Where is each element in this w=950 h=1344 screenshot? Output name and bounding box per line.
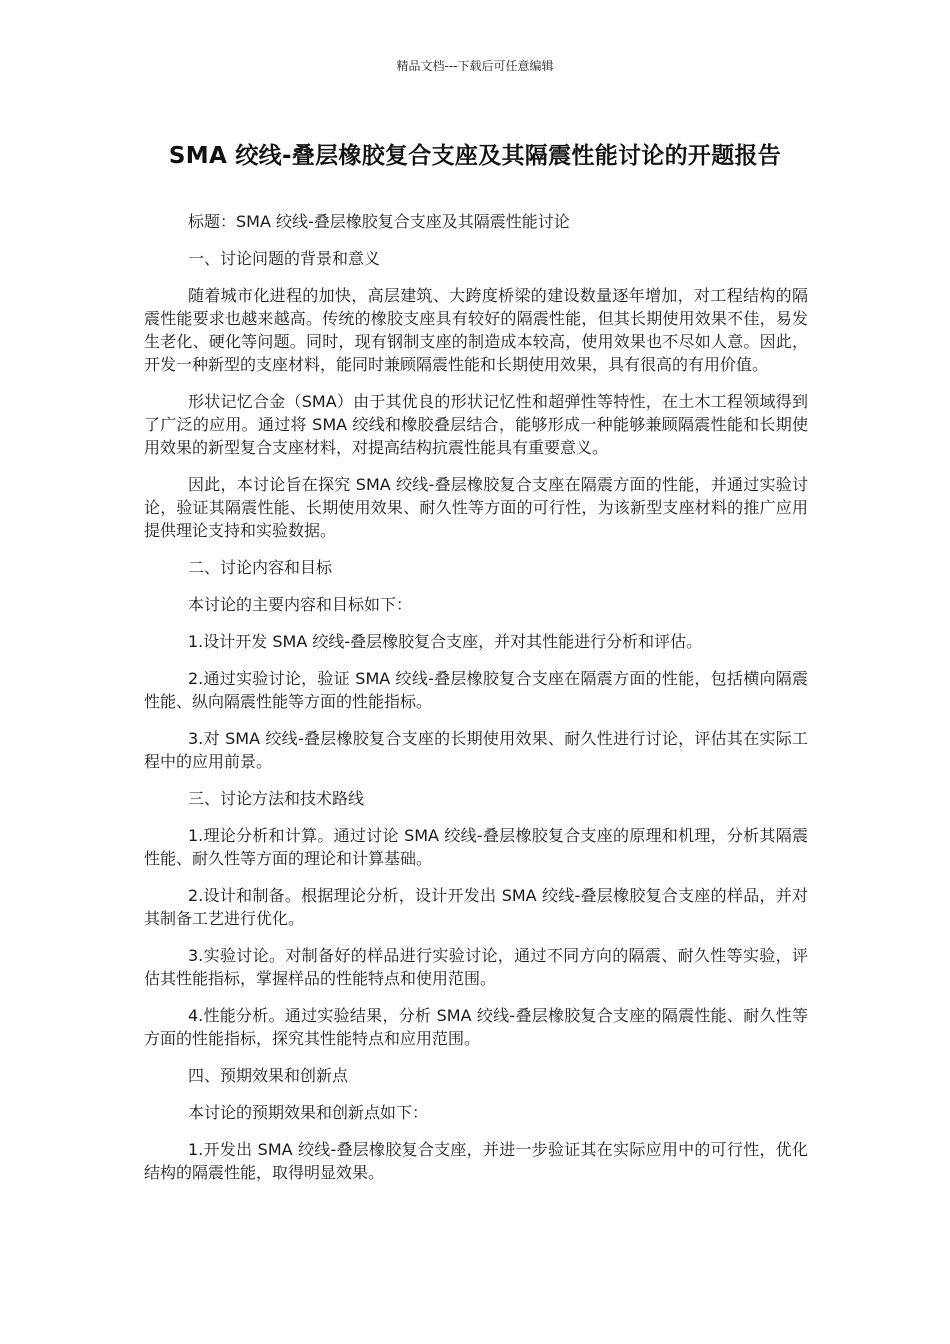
list-item: 3.对 SMA 绞线-叠层橡胶复合支座的长期使用效果、耐久性进行讨论，评估其在实际工程中的应用前景。: [144, 729, 808, 771]
paragraph: 因此，本讨论旨在探究 SMA 绞线-叠层橡胶复合支座在隔震方面的性能，并通过实验讨论，验证其隔震性能、长期使用效果、耐久性等方面的可行性，为该新型支座材料的推广应用提供理论支持和实验数据。: [144, 475, 808, 540]
section-heading-outcomes: 四、预期效果和创新点: [188, 1066, 349, 1085]
section-heading-background: 一、讨论问题的背景和意义: [188, 249, 381, 268]
list-item: 2.通过实验讨论，验证 SMA 绞线-叠层橡胶复合支座在隔震方面的性能，包括横向隔震性能、纵向隔震性能等方面的性能指标。: [144, 669, 808, 711]
list-item: 1.设计开发 SMA 绞线-叠层橡胶复合支座，并对其性能进行分析和评估。: [188, 632, 703, 651]
list-item: 2.设计和制备。根据理论分析，设计开发出 SMA 绞线-叠层橡胶复合支座的样品，并对其制备工艺进行优化。: [144, 886, 808, 928]
paragraph: 形状记忆合金（SMA）由于其优良的形状记忆性和超弹性等特性，在土木工程领域得到了广泛的应用。通过将 SMA 绞线和橡胶叠层结合，能够形成一种能够兼顾隔震性能和长期使用效果的新型复合支座材料，对提高结构抗震性能具有重要意义。: [144, 392, 808, 457]
paragraph: 本讨论的主要内容和目标如下：: [188, 595, 413, 614]
list-item: 1.开发出 SMA 绞线-叠层橡胶复合支座，并进一步验证其在实际应用中的可行性，优化结构的隔震性能，取得明显效果。: [144, 1140, 808, 1182]
paragraph: 随着城市化进程的加快，高层建筑、大跨度桥梁的建设数量逐年增加，对工程结构的隔震性能要求也越来越高。传统的橡胶支座具有较好的隔震性能，但其长期使用效果不佳，易发生老化、硬化等问题。同时，现有钢制支座的制造成本较高，使用效果也不尽如人意。因此，开发一种新型的支座材料，能同时兼顾隔震性能和长期使用效果，具有很高的有用价值。: [144, 286, 808, 374]
paragraph: 本讨论的预期效果和创新点如下：: [188, 1103, 429, 1122]
section-heading-method: 三、讨论方法和技术路线: [188, 789, 365, 808]
document-title: SMA 绞线-叠层橡胶复合支座及其隔震性能讨论的开题报告: [168, 143, 782, 169]
list-item: 3.实验讨论。对制备好的样品进行实验讨论，通过不同方向的隔震、耐久性等实验，评估其性能指标，掌握样品的性能特点和使用范围。: [144, 946, 808, 988]
header-note: 精品文档---下载后可任意编辑: [396, 59, 554, 73]
paragraph-subject: 标题：SMA 绞线-叠层橡胶复合支座及其隔震性能讨论: [188, 212, 570, 231]
list-item: 4.性能分析。通过实验结果，分析 SMA 绞线-叠层橡胶复合支座的隔震性能、耐久性等方面的性能指标，探究其性能特点和应用范围。: [144, 1006, 808, 1048]
section-heading-content: 二、讨论内容和目标: [188, 558, 333, 577]
list-item: 1.理论分析和计算。通过讨论 SMA 绞线-叠层橡胶复合支座的原理和机理，分析其隔震性能、耐久性等方面的理论和计算基础。: [144, 826, 808, 868]
document-body: [144, 210, 808, 1198]
